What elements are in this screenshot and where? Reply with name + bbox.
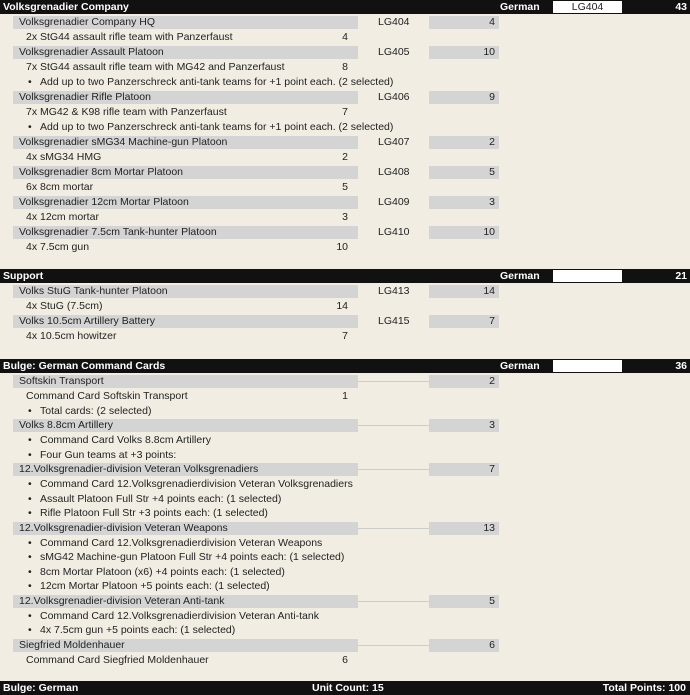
- option-row: [0, 75, 690, 90]
- option-label: • Add up to two Panzerschreck anti-tank teams for +1 point each. (2 selected): [40, 121, 393, 134]
- detail-points: 6: [342, 654, 348, 666]
- option-row: [0, 404, 690, 419]
- footer-unit-count: Unit Count: 15: [312, 682, 384, 694]
- unit-points: 4: [489, 16, 495, 28]
- option-label: • 4x 7.5cm gun +5 points each: (1 selected): [40, 624, 235, 637]
- unit-name: Volks StuG Tank-hunter Platoon: [19, 285, 168, 297]
- option-row: [0, 120, 690, 135]
- unit-detail-row: [0, 240, 690, 255]
- option-row: [0, 565, 690, 580]
- unit-detail-row: [0, 180, 690, 195]
- option-row: [0, 623, 690, 638]
- unit-points: 9: [489, 91, 495, 103]
- unit-row[interactable]: [0, 374, 690, 389]
- unit-row[interactable]: [0, 418, 690, 433]
- unit-detail-row: [0, 389, 690, 404]
- code-divider: [358, 381, 429, 382]
- code-divider: [358, 469, 429, 470]
- unit-code: LG404: [378, 16, 410, 28]
- option-row: [0, 433, 690, 448]
- detail-label: 4x sMG34 HMG: [26, 151, 102, 163]
- option-label: • Rifle Platoon Full Str +3 points each: (1 selected): [40, 507, 268, 520]
- detail-label: 2x StG44 assault rifle team with Panzerfaust: [26, 31, 233, 43]
- unit-name: 12.Volksgrenadier-division Veteran Weapons: [19, 522, 228, 534]
- detail-label: 4x 10.5cm howitzer: [26, 330, 117, 342]
- option-row: [0, 492, 690, 507]
- unit-code: LG405: [378, 46, 410, 58]
- unit-detail-row: [0, 329, 690, 344]
- unit-code: LG408: [378, 166, 410, 178]
- unit-name: Volksgrenadier Assault Platoon: [19, 46, 164, 58]
- unit-code: LG406: [378, 91, 410, 103]
- section-code-box: LG404: [553, 1, 622, 13]
- section-code-box: [553, 270, 622, 282]
- option-label: • Command Card 12.Volksgrenadierdivision Veteran Anti-tank: [40, 610, 319, 623]
- section-title: Support: [3, 270, 44, 282]
- section-points: 36: [675, 360, 687, 372]
- option-label: • Total cards: (2 selected): [40, 405, 151, 418]
- section-points: 43: [675, 1, 687, 13]
- unit-row[interactable]: [0, 594, 690, 609]
- unit-code: LG409: [378, 196, 410, 208]
- unit-points: 10: [483, 46, 495, 58]
- unit-row[interactable]: [0, 284, 690, 299]
- detail-points: 7: [342, 330, 348, 342]
- unit-code: LG413: [378, 285, 410, 297]
- section-nation: German: [500, 360, 540, 372]
- unit-row[interactable]: [0, 521, 690, 536]
- section-nation: German: [500, 1, 540, 13]
- unit-points: 14: [483, 285, 495, 297]
- detail-label: 4x StuG (7.5cm): [26, 300, 103, 312]
- option-label: • Command Card Volks 8.8cm Artillery: [40, 434, 211, 447]
- unit-detail-row: [0, 60, 690, 75]
- unit-row[interactable]: [0, 45, 690, 60]
- option-label: • Four Gun teams at +3 points:: [40, 449, 176, 462]
- detail-points: 3: [342, 211, 348, 223]
- unit-detail-row: [0, 210, 690, 225]
- option-row: [0, 609, 690, 624]
- option-row: [0, 550, 690, 565]
- unit-code: LG407: [378, 136, 410, 148]
- unit-row[interactable]: [0, 135, 690, 150]
- option-label: • Add up to two Panzerschreck anti-tank teams for +1 point each. (2 selected): [40, 76, 393, 89]
- unit-name: Volks 8.8cm Artillery: [19, 419, 113, 431]
- unit-name: Volksgrenadier sMG34 Machine-gun Platoon: [19, 136, 228, 148]
- option-label: • Command Card 12.Volksgrenadierdivision Veteran Volksgrenadiers: [40, 478, 353, 491]
- option-row: [0, 506, 690, 521]
- unit-row[interactable]: [0, 225, 690, 240]
- detail-label: 7x MG42 & K98 rifle team with Panzerfaust: [26, 106, 227, 118]
- section-nation: German: [500, 270, 540, 282]
- unit-row[interactable]: [0, 165, 690, 180]
- detail-points: 14: [336, 300, 348, 312]
- unit-name: Softskin Transport: [19, 375, 104, 387]
- section-points: 21: [675, 270, 687, 282]
- code-divider: [358, 601, 429, 602]
- detail-points: 4: [342, 31, 348, 43]
- unit-name: Volks 10.5cm Artillery Battery: [19, 315, 155, 327]
- unit-row[interactable]: [0, 15, 690, 30]
- option-row: [0, 448, 690, 463]
- unit-row[interactable]: [0, 462, 690, 477]
- unit-name: 12.Volksgrenadier-division Veteran Anti-tank: [19, 595, 225, 607]
- code-divider: [358, 528, 429, 529]
- unit-detail-row: [0, 30, 690, 45]
- option-row: [0, 536, 690, 551]
- detail-label: Command Card Softskin Transport: [26, 390, 188, 402]
- unit-points: 3: [489, 419, 495, 431]
- unit-points: 5: [489, 595, 495, 607]
- unit-name: Volksgrenadier Company HQ: [19, 16, 155, 28]
- unit-points: 7: [489, 315, 495, 327]
- unit-name: Siegfried Moldenhauer: [19, 639, 125, 651]
- unit-detail-row: [0, 150, 690, 165]
- option-label: • 8cm Mortar Platoon (x6) +4 points each: (1 selected): [40, 566, 285, 579]
- section-bar-support: [0, 269, 690, 283]
- detail-label: 4x 7.5cm gun: [26, 241, 90, 253]
- section-code-box: [553, 360, 622, 372]
- section-title: Volksgrenadier Company: [3, 1, 129, 13]
- unit-detail-row: [0, 299, 690, 314]
- option-label: • 12cm Mortar Platoon +5 points each: (1 selected): [40, 580, 270, 593]
- unit-name: Volksgrenadier 8cm Mortar Platoon: [19, 166, 183, 178]
- unit-name: Volksgrenadier 12cm Mortar Platoon: [19, 196, 189, 208]
- section-bar-company: [0, 0, 690, 14]
- footer-total-points: Total Points: 100: [602, 682, 686, 694]
- unit-points: 5: [489, 166, 495, 178]
- footer-bar: [0, 681, 690, 695]
- detail-points: 8: [342, 61, 348, 73]
- unit-row[interactable]: [0, 195, 690, 210]
- unit-detail-row: [0, 653, 690, 668]
- unit-detail-row: [0, 105, 690, 120]
- unit-points: 6: [489, 639, 495, 651]
- code-divider: [358, 425, 429, 426]
- detail-points: 7: [342, 106, 348, 118]
- unit-code: LG410: [378, 226, 410, 238]
- option-row: [0, 579, 690, 594]
- unit-name: Volksgrenadier 7.5cm Tank-hunter Platoon: [19, 226, 217, 238]
- unit-points: 13: [483, 522, 495, 534]
- unit-points: 2: [489, 136, 495, 148]
- footer-army: Bulge: German: [3, 682, 79, 694]
- unit-points: 3: [489, 196, 495, 208]
- option-label: • sMG42 Machine-gun Platoon Full Str +4 points each: (1 selected): [40, 551, 344, 564]
- unit-code: LG415: [378, 315, 410, 327]
- unit-points: 10: [483, 226, 495, 238]
- detail-label: 7x StG44 assault rifle team with MG42 and Panzerfaust: [26, 61, 285, 73]
- unit-name: Volksgrenadier Rifle Platoon: [19, 91, 151, 103]
- section-title: Bulge: German Command Cards: [3, 360, 166, 372]
- unit-points: 7: [489, 463, 495, 475]
- detail-label: Command Card Siegfried Moldenhauer: [26, 654, 209, 666]
- unit-row[interactable]: [0, 638, 690, 653]
- option-label: • Assault Platoon Full Str +4 points each: (1 selected): [40, 493, 281, 506]
- detail-label: 6x 8cm mortar: [26, 181, 94, 193]
- unit-name: 12.Volksgrenadier-division Veteran Volksgrenadiers: [19, 463, 259, 475]
- option-row: [0, 477, 690, 492]
- detail-points: 2: [342, 151, 348, 163]
- detail-points: 5: [342, 181, 348, 193]
- unit-row[interactable]: [0, 314, 690, 329]
- section-bar-command-cards: [0, 359, 690, 373]
- detail-points: 1: [342, 390, 348, 402]
- unit-row[interactable]: [0, 90, 690, 105]
- code-divider: [358, 645, 429, 646]
- detail-points: 10: [336, 241, 348, 253]
- option-label: • Command Card 12.Volksgrenadierdivision Veteran Weapons: [40, 537, 322, 550]
- detail-label: 4x 12cm mortar: [26, 211, 99, 223]
- unit-points: 2: [489, 375, 495, 387]
